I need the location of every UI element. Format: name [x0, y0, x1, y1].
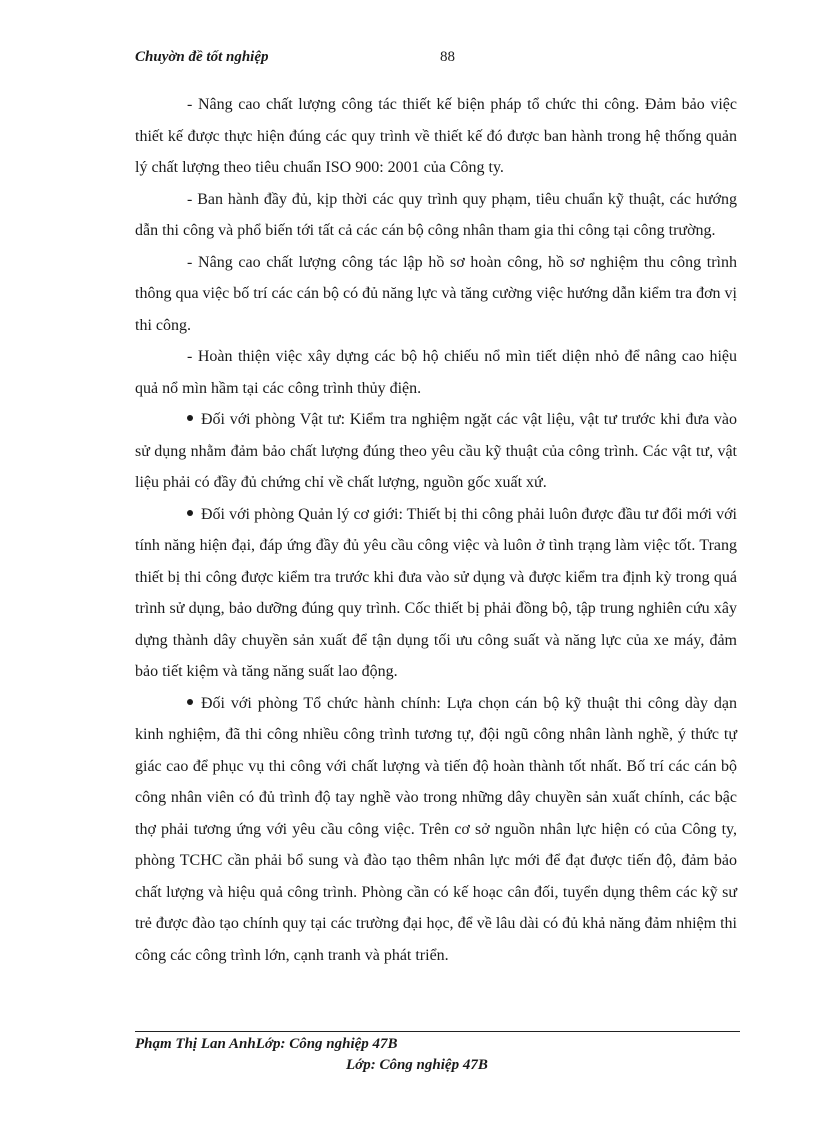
footer-author-class: Phạm Thị Lan AnhLớp: Công nghiệp 47B	[135, 1036, 398, 1052]
page-header	[135, 49, 735, 71]
paragraph-text: Đối với phòng Quản lý cơ giới: Thiết bị thi công phải luôn được đầu tư đổi mới với tính năng hiện đại, đáp ứng đầy đủ yêu cầu công việc và luôn ở tình trạng làm việc tốt. Trang thiết bị thi công được kiểm tra trước khi đưa vào sử dụng và được kiểm tra định kỳ trong quá trình sử dụng, bảo dưỡng đúng quy trình. Cốc thiết bị phải đồng bộ, tập trung nghiên cứu xây dựng thành dây chuyền sản xuất để tận dụng tối ưu công suất và năng lực của xe máy, đảm bảo tiết kiệm và tăng năng suất lao động.	[135, 505, 737, 680]
bullet-icon	[187, 510, 193, 516]
footer-divider	[135, 1031, 740, 1032]
paragraph-blasting	[135, 341, 737, 404]
paragraph-text: - Ban hành đầy đủ, kịp thời các quy trình quy phạm, tiêu chuẩn kỹ thuật, các hướng dẫn thi công và phổ biến tới tất cả các cán bộ công nhân tham gia thi công tại công trường.	[135, 190, 737, 239]
paragraph-text: - Hoàn thiện việc xây dựng các bộ hộ chiếu nổ mìn tiết diện nhỏ để nâng cao hiệu quả nổ mìn hầm tại các công trình thủy điện.	[135, 348, 737, 397]
header-title: Chuyờn đề tốt nghiệp	[135, 49, 269, 65]
paragraph-text: Đối với phòng Vật tư: Kiểm tra nghiệm ngặt các vật liệu, vật tư trước khi đưa vào sử dụng nhằm đảm bảo chất lượng đúng theo yêu cầu kỹ thuật của công trình. Các vật tư, vật liệu phải có đầy đủ chứng chỉ về chất lượng, nguồn gốc xuất xứ.	[135, 411, 737, 491]
document-body	[135, 89, 737, 971]
bullet-machinery-dept	[135, 499, 737, 688]
paragraph-text: - Nâng cao chất lượng công tác lập hồ sơ hoàn công, hồ sơ nghiệm thu công trình thông qua việc bố trí các cán bộ có đủ năng lực và tăng cường việc hướng dẫn kiểm tra đơn vị thi công.	[135, 253, 737, 334]
paragraph-text: - Nâng cao chất lượng công tác thiết kế biện pháp tổ chức thi công. Đảm bảo việc thiết kế được thực hiện đúng các quy trình về thiết kế đó được ban hành trong hệ thống quản lý chất lượng theo tiêu chuẩn ISO 900: 2001 của Công ty.	[135, 96, 737, 176]
paragraph-text: Đối với phòng Tổ chức hành chính: Lựa chọn cán bộ kỹ thuật thi công dày dạn kinh nghiệm, đã thi công nhiều công trình tương tự, đội ngũ công nhân lành nghề, ý thức tự giác cao để phục vụ thi công với chất lượng và tiến độ hoàn thành tốt nhất. Bố trí các cán bộ công nhân viên có đủ trình độ tay nghề vào trong những dây chuyền sản xuất chính, các bậc thợ phải tương ứng với yêu cầu công việc. Trên cơ sở nguồn nhân lực hiện có của Công ty, phòng TCHC cần phải bổ sung và đào tạo thêm nhân lực mới để đạt được tiến độ, đảm bảo chất lượng và hiệu quả công trình. Phòng cần có kế hoạc cân đối, tuyển dụng thêm các kỹ sư trẻ được đào tạo chính quy tại các trường đại học, để về lâu dài có đủ khả năng đảm nhiệm thi công các công trình lớn, cạnh tranh và phát triển.	[135, 694, 737, 964]
bullet-materials-dept	[135, 404, 737, 499]
paragraph-procedures	[135, 184, 737, 247]
bullet-admin-dept	[135, 688, 737, 972]
paragraph-records	[135, 247, 737, 342]
bullet-icon	[187, 415, 193, 421]
footer-class: Lớp: Công nghiệp 47B	[346, 1057, 488, 1073]
page-number: 88	[440, 49, 455, 65]
bullet-icon	[187, 699, 193, 705]
paragraph-design-quality	[135, 89, 737, 184]
